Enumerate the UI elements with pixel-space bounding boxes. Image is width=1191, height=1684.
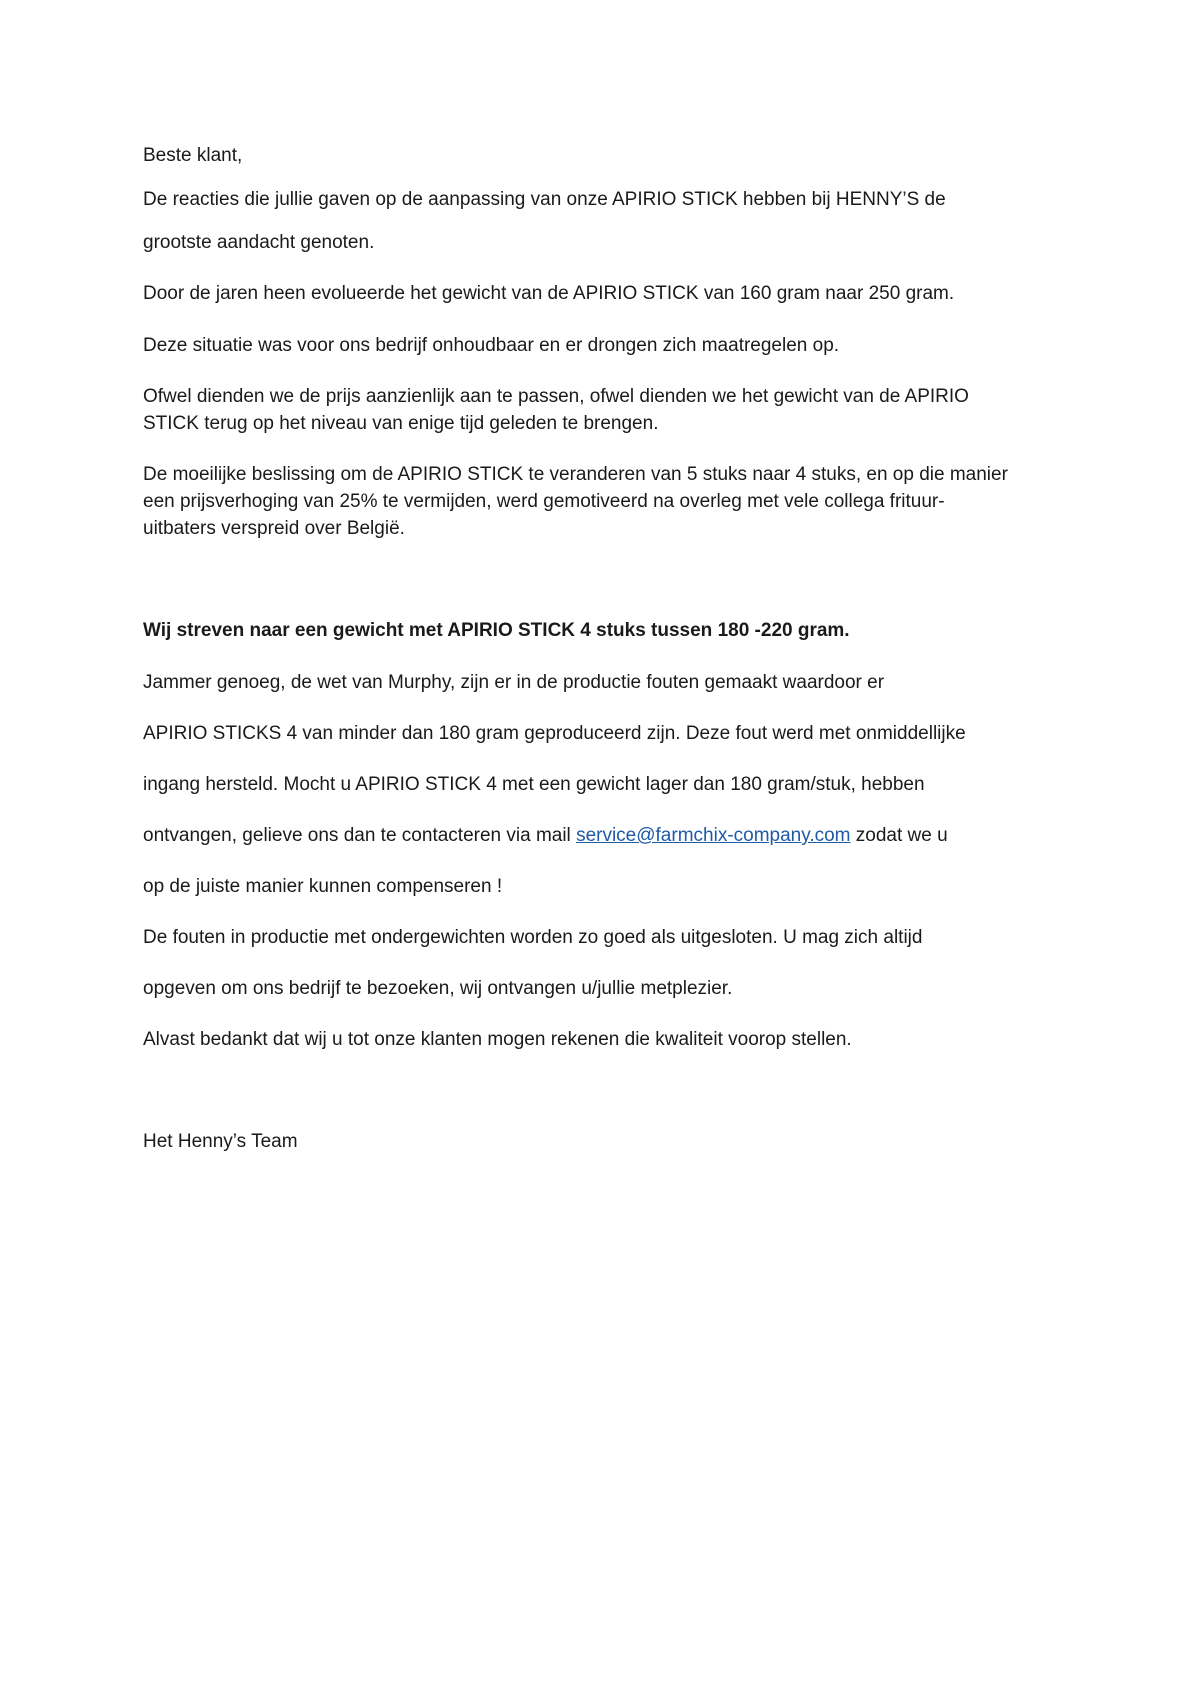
service-email-link[interactable]: service@farmchix-company.com	[576, 825, 851, 846]
paragraph-6-line-4	[143, 823, 948, 849]
paragraph-2: Door de jaren heen evolueerde het gewicht van de APIRIO STICK van 160 gram naar 250 gram.	[143, 283, 955, 304]
paragraph-4-line-1: Ofwel dienden we de prijs aanzienlijk aan te passen, ofwel dienden we het gewicht van de APIRIO	[143, 386, 969, 407]
paragraph-4-line-2: STICK terug op het niveau van enige tijd geleden te brengen.	[143, 413, 659, 434]
paragraph-3: Deze situatie was voor ons bedrijf onhoudbaar en er drongen zich maatregelen op.	[143, 335, 840, 356]
paragraph-1-line-2: grootste aandacht genoten.	[143, 232, 375, 253]
paragraph-5-line-2: een prijsverhoging van 25% te vermijden, werd gemotiveerd na overleg met vele collega frituur-	[143, 491, 945, 512]
paragraph-5-line-3: uitbaters verspreid over België.	[143, 518, 405, 539]
paragraph-6-line-1: Jammer genoeg, de wet van Murphy, zijn er in de productie fouten gemaakt waardoor er	[143, 672, 885, 693]
paragraph-1-line-1: De reacties die jullie gaven op de aanpassing van onze APIRIO STICK hebben bij HENNY’S de	[143, 189, 946, 210]
paragraph-5-line-1: De moeilijke beslissing om de APIRIO STICK te veranderen van 5 stuks naar 4 stuks, en op die manier	[143, 464, 1008, 485]
paragraph-6-line-2: APIRIO STICKS 4 van minder dan 180 gram geproduceerd zijn. Deze fout werd met onmiddellijke	[143, 723, 966, 744]
paragraph-6-line-5: op de juiste manier kunnen compenseren !	[143, 876, 503, 897]
salutation: Beste klant,	[143, 145, 243, 166]
paragraph-6-line-3: ingang hersteld. Mocht u APIRIO STICK 4 met een gewicht lager dan 180 gram/stuk, hebben	[143, 774, 925, 795]
paragraph-7-line-2: opgeven om ons bedrijf te bezoeken, wij ontvangen u/jullie metplezier.	[143, 978, 733, 999]
weight-target-statement: Wij streven naar een gewicht met APIRIO STICK 4 stuks tussen 180 -220 gram.	[143, 620, 850, 641]
paragraph-7-line-1: De fouten in productie met ondergewichten worden zo goed als uitgesloten. U mag zich altijd	[143, 927, 923, 948]
contact-text-after: zodat we u	[850, 825, 948, 846]
signature: Het Henny’s Team	[143, 1131, 298, 1152]
paragraph-8: Alvast bedankt dat wij u tot onze klanten mogen rekenen die kwaliteit voorop stellen.	[143, 1029, 852, 1050]
contact-text-before: ontvangen, gelieve ons dan te contacteren via mail	[143, 825, 577, 846]
